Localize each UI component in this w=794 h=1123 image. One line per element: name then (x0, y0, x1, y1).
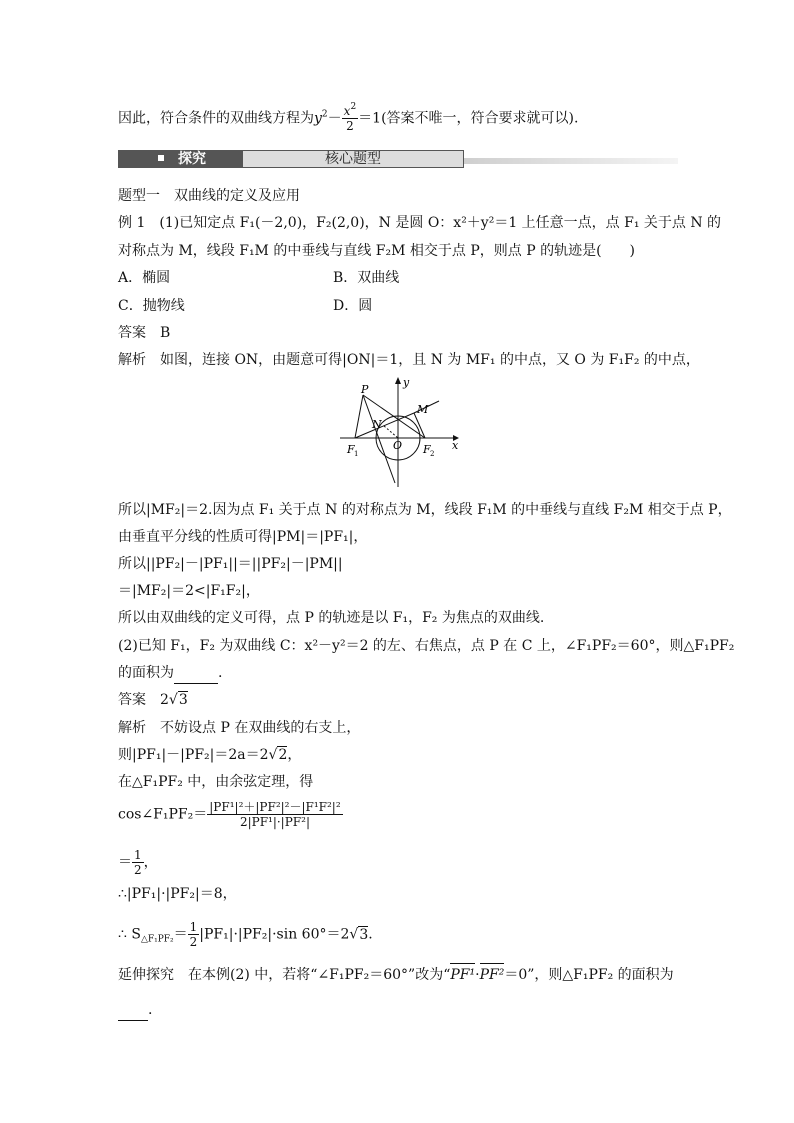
step1-line-4: ＝|MF₂|＝2<|F₁F₂|， (118, 583, 260, 599)
extension-text-b: ＝0”，则△F₁PF₂ 的面积为 (504, 967, 674, 983)
label-x: x (452, 439, 459, 452)
analysis-text: 如图，连接 ON，由题意可得|ON|＝1，且 N 为 MF₁ 的中点，又 O 为 F₁F₂ 的中点， (160, 352, 700, 368)
answer-label: 答案 (118, 692, 146, 708)
option-b: B．双曲线 (333, 270, 400, 286)
analysis-label: 解析 (118, 352, 146, 368)
conclusion-line: 因此，符合条件的双曲线方程为$y^2-$ $\frac{x^2}{2}$ ＝1(答案不唯一，符合要求就可以). (118, 102, 579, 133)
perpendicular-bisector (363, 395, 395, 483)
section-header (118, 150, 678, 168)
analysis-2 (118, 718, 360, 738)
label-m: M (417, 403, 429, 416)
area-mid: |PF₁|·|PF₂|·sin 60°＝2 (199, 926, 350, 943)
half-end: ， (143, 854, 158, 871)
cos-lhs: cos∠F₁PF₂＝ (118, 806, 208, 823)
example-line-2: 对称点为 M，线段 F₁M 的中垂线与直线 F₂M 相交于点 P，则点 P 的轨迹是( ) (118, 243, 636, 259)
vector-pf2: PF² (479, 967, 505, 983)
area-formula: ∴ $S_{\triangle F_1PF_2}=$ $\frac{1}{2}$ |PF₁|·|PF₂|·sin 60°＝2√3. (118, 920, 373, 949)
half-num: 1 (134, 848, 142, 862)
cos-den: 2|PF¹|·|PF²| (207, 814, 342, 829)
example-p1-line1: (1)已知定点 F₁(－2,0)，F₂(2,0)，N 是圆 O：x²＋y²＝1 上任意一点，点 F₁ 关于点 N 的 (159, 215, 722, 231)
eq-y: y (314, 110, 322, 127)
answer-value: B (160, 325, 171, 341)
section-rule (464, 158, 678, 164)
label-f2: F (423, 443, 431, 456)
extension-text-a: 在本例(2) 中，若将“∠F₁PF₂＝60°”改为“ (188, 967, 451, 983)
label-y: y (403, 376, 410, 389)
area-num: 1 (189, 920, 198, 934)
step2-b: 在△F₁PF₂ 中，由余弦定理，得 (118, 774, 314, 790)
area-sub: △F₁PF₂ (140, 934, 174, 945)
extension-blank (118, 1000, 148, 1021)
vector-pf1: PF¹ (450, 967, 476, 983)
half-fraction (132, 848, 144, 877)
conclusion-prefix: 因此，符合条件的双曲线方程为 (118, 110, 314, 127)
example-line-1 (118, 213, 721, 233)
cosine-law (118, 800, 343, 829)
step2-a: 则|PF₁|－|PF₂|＝2a＝2√2， (118, 747, 302, 763)
cos-num: |PF¹|²＋|PF²|²－|F¹F²|² (209, 800, 341, 814)
segment-f1m (355, 413, 414, 438)
step-a-end: ， (287, 747, 302, 763)
segment-pf1 (355, 395, 363, 438)
half-den: 2 (134, 863, 142, 877)
area-lead: ∴ S (118, 926, 141, 943)
extension-label: 延伸探究 (118, 967, 174, 983)
analysis-1 (118, 350, 700, 370)
step-a-lead: 则|PF₁|－|PF₂|＝2a＝2 (118, 747, 269, 763)
step1-line-1: 所以|MF₂|＝2.因为点 F₁ 关于点 N 的对称点为 M，线段 F₁M 的中垂线与直线 F₂M 相交于点 P， (118, 502, 732, 518)
area-root: 3 (359, 926, 369, 943)
section-title: 核心题型 (242, 150, 464, 168)
section-tag-label: 探究 (178, 151, 206, 167)
half-eq: ＝ (118, 854, 132, 871)
step2-c: ∴|PF₁|·|PF₂|＝8， (118, 886, 237, 902)
step1-line-3: 所以||PF₂|－|PF₁||＝||PF₂|－|PM|| (118, 556, 343, 572)
extension-end: . (148, 1002, 153, 1018)
hyperbola-figure (335, 375, 465, 495)
area-fraction (188, 920, 200, 949)
fraction-x2-over-2: $\frac{x^2}{2}$ (343, 102, 357, 133)
example-part2-line2 (118, 663, 222, 684)
topic-heading: 题型一 双曲线的定义及应用 (118, 188, 300, 204)
step1-line-5: 所以由双曲线的定义可得，点 P 的轨迹是以 F₁，F₂ 为焦点的双曲线. (118, 610, 545, 626)
option-d: D．圆 (333, 298, 373, 314)
dot-product: · (475, 967, 480, 983)
label-o: O (393, 439, 403, 452)
analysis2-text: 不妨设点 P 在双曲线的右支上， (160, 720, 361, 736)
cos-half (118, 848, 158, 877)
analysis-label: 解析 (118, 720, 146, 736)
eq-tail: ＝1 (358, 110, 382, 127)
answer-label: 答案 (118, 325, 146, 341)
part2-end: . (218, 665, 223, 681)
frac-num: x (343, 104, 351, 118)
step-a-root: 2 (278, 747, 288, 763)
label-f1: F (347, 443, 355, 456)
conclusion-suffix: (答案不唯一，符合要求就可以). (381, 110, 579, 127)
segment-on (384, 426, 398, 438)
answer-1 (118, 323, 170, 343)
label-f1-sub: 1 (354, 450, 359, 458)
eq-minus: － (327, 110, 342, 127)
option-a: A．椭圆 (118, 270, 171, 286)
cos-fraction (207, 800, 342, 829)
extension-blank-line (118, 1000, 152, 1021)
answer2-root: 3 (178, 692, 188, 708)
area-den: 2 (189, 935, 198, 949)
y-axis-arrow-icon (395, 377, 401, 384)
area-end: . (368, 926, 373, 943)
part2-text: 的面积为 (118, 665, 174, 681)
section-tag (118, 150, 242, 168)
label-p: P (361, 383, 369, 396)
label-f2-sub: 2 (430, 450, 435, 458)
answer-blank (174, 663, 218, 684)
frac-den: 2 (342, 118, 359, 133)
square-bullet-icon (158, 155, 164, 161)
label-n: N (372, 418, 382, 431)
answer2-coef: 2 (160, 692, 169, 708)
example-part2-line1: (2)已知 F₁，F₂ 为双曲线 C：x²－y²＝2 的左、右焦点，点 P 在 C 上，∠F₁PF₂＝60°，则△F₁PF₂ (118, 638, 735, 654)
area-eq: ＝ (173, 926, 188, 943)
example-label: 例 1 (118, 215, 146, 231)
step1-line-2: 由垂直平分线的性质可得|PM|＝|PF₁|， (118, 529, 368, 545)
answer-2: 答案 2√3 (118, 692, 188, 708)
extension-line (118, 965, 674, 985)
option-c: C．抛物线 (118, 298, 185, 314)
